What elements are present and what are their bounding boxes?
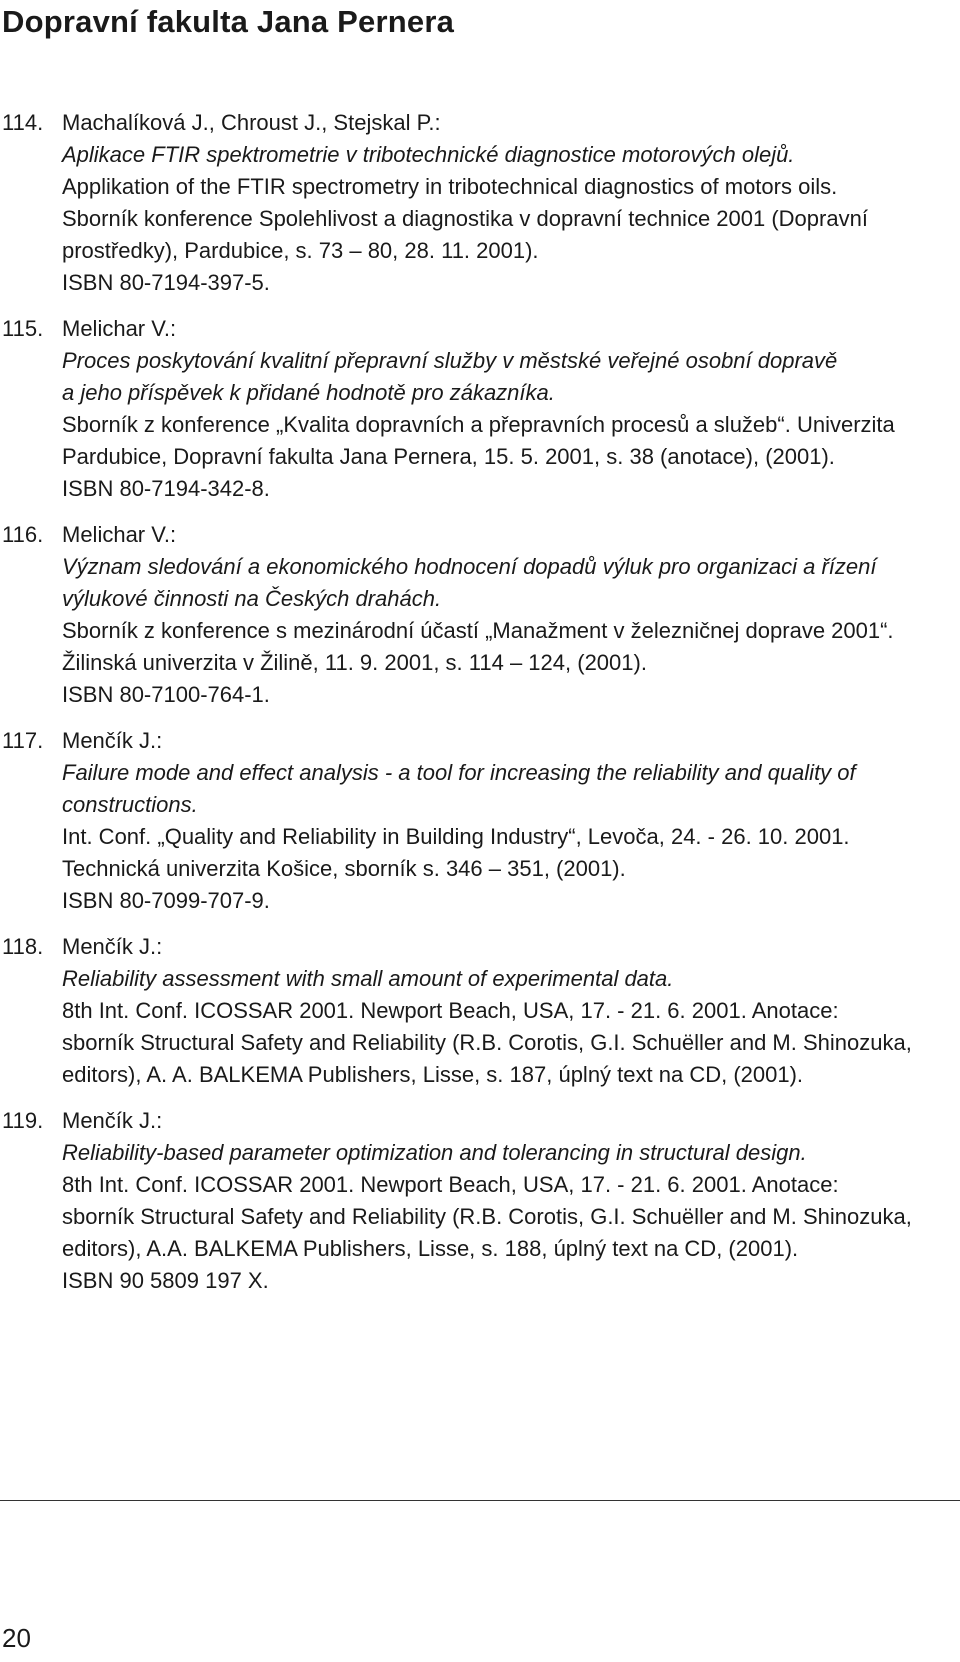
entry-title-line: Proces poskytování kvalitní přepravní služby v městské veřejné osobní dopravě xyxy=(62,348,838,373)
entry-detail-line: Sborník konference Spolehlivost a diagnostika v dopravní technice 2001 (Dopravní xyxy=(62,206,868,231)
entry-body xyxy=(62,931,952,1091)
entry-title-line: výlukové činnosti na Českých drahách. xyxy=(62,586,442,611)
entry-isbn: ISBN 80-7194-397-5. xyxy=(62,270,270,295)
entry-number: 116. xyxy=(2,522,44,547)
entry-detail-line: Sborník z konference s mezinárodní účastí „Manažment v železničnej doprave 2001“. xyxy=(62,618,894,643)
entry-number: 118. xyxy=(2,934,44,959)
bibliography-entry-115 xyxy=(0,313,960,505)
entry-detail-line: prostředky), Pardubice, s. 73 – 80, 28. 11. 2001). xyxy=(62,238,539,263)
entry-detail-line: 8th Int. Conf. ICOSSAR 2001. Newport Beach, USA, 17. - 21. 6. 2001. Anotace: xyxy=(62,1172,839,1197)
bibliography-entry-117 xyxy=(0,725,960,917)
bibliography-entry-116 xyxy=(0,519,960,711)
entry-body xyxy=(62,313,952,505)
entry-number: 115. xyxy=(2,316,44,341)
entry-detail-line: Applikation of the FTIR spectrometry in tribotechnical diagnostics of motors oils. xyxy=(62,174,838,199)
entry-title-line: Význam sledování a ekonomického hodnocení dopadů výluk pro organizaci a řízení xyxy=(62,554,877,579)
bibliography-entry-114 xyxy=(0,107,960,299)
entry-author: Machalíková J., Chroust J., Stejskal P.: xyxy=(62,110,441,135)
entry-author: Menčík J.: xyxy=(62,1108,163,1133)
page-number: 20 xyxy=(2,1623,31,1653)
bibliography-entry-118 xyxy=(0,931,960,1091)
entry-detail-line: Sborník z konference „Kvalita dopravních a přepravních procesů a služeb“. Univerzita xyxy=(62,412,895,437)
entry-detail-line: Technická univerzita Košice, sborník s. 346 – 351, (2001). xyxy=(62,856,626,881)
entry-body xyxy=(62,1105,952,1297)
entry-detail-line: Pardubice, Dopravní fakulta Jana Pernera, 15. 5. 2001, s. 38 (anotace), (2001). xyxy=(62,444,835,469)
entry-isbn: ISBN 80-7194-342-8. xyxy=(62,476,270,501)
entry-author: Menčík J.: xyxy=(62,728,163,753)
footer-divider xyxy=(0,1500,960,1501)
entry-detail-line: sborník Structural Safety and Reliability (R.B. Corotis, G.I. Schuëller and M. Shinozuka, xyxy=(62,1204,912,1229)
entry-body xyxy=(62,107,952,299)
entry-body xyxy=(62,725,952,917)
entry-detail-line: Int. Conf. „Quality and Reliability in Building Industry“, Levoča, 24. - 26. 10. 2001. xyxy=(62,824,850,849)
entry-title-line: Aplikace FTIR spektrometrie v tribotechnické diagnostice motorových olejů. xyxy=(62,142,795,167)
entry-detail-line: editors), A.A. BALKEMA Publishers, Lisse, s. 188, úplný text na CD, (2001). xyxy=(62,1236,799,1261)
entry-author: Melichar V.: xyxy=(62,522,177,547)
entry-detail-line: 8th Int. Conf. ICOSSAR 2001. Newport Beach, USA, 17. - 21. 6. 2001. Anotace: xyxy=(62,998,839,1023)
entry-title-line: a jeho příspěvek k přidané hodnotě pro zákazníka. xyxy=(62,380,555,405)
entry-author: Menčík J.: xyxy=(62,934,163,959)
entry-detail-line: editors), A. A. BALKEMA Publishers, Lisse, s. 187, úplný text na CD, (2001). xyxy=(62,1062,804,1087)
entry-title-line: Reliability assessment with small amount of experimental data. xyxy=(62,966,674,991)
bibliography-list xyxy=(0,107,960,1311)
entry-body xyxy=(62,519,952,711)
entry-isbn: ISBN 80-7100-764-1. xyxy=(62,682,270,707)
entry-detail-line: sborník Structural Safety and Reliability (R.B. Corotis, G.I. Schuëller and M. Shinozuka, xyxy=(62,1030,912,1055)
entry-isbn: ISBN 90 5809 197 X. xyxy=(62,1268,269,1293)
page-header-title: Dopravní fakulta Jana Pernera xyxy=(2,4,455,39)
entry-author: Melichar V.: xyxy=(62,316,177,341)
entry-number: 114. xyxy=(2,110,44,135)
entry-number: 117. xyxy=(2,728,44,753)
entry-title-line: Reliability-based parameter optimization and tolerancing in structural design. xyxy=(62,1140,807,1165)
entry-detail-line: Žilinská univerzita v Žilině, 11. 9. 2001, s. 114 – 124, (2001). xyxy=(62,650,647,675)
entry-isbn: ISBN 80-7099-707-9. xyxy=(62,888,270,913)
bibliography-entry-119 xyxy=(0,1105,960,1297)
entry-number: 119. xyxy=(2,1108,44,1133)
entry-title-line: Failure mode and effect analysis - a tool for increasing the reliability and quality of xyxy=(62,760,856,785)
entry-title-line: constructions. xyxy=(62,792,198,817)
